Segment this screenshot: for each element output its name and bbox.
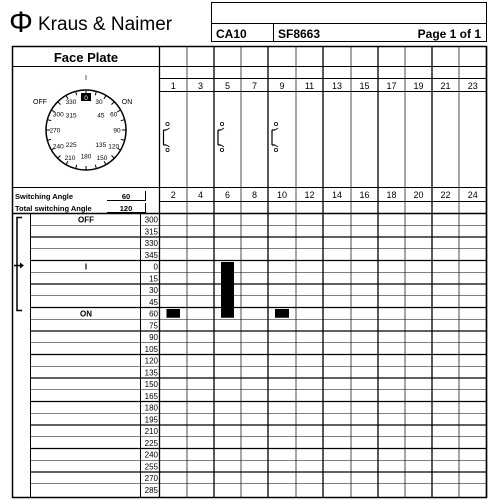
dial-tick xyxy=(76,165,77,169)
dial-inner-labels xyxy=(50,111,121,162)
page-indicator: Page 1 of 1 xyxy=(417,27,481,41)
terminal-label-top: 5 xyxy=(224,81,231,91)
terminal-label-top: 19 xyxy=(413,81,424,91)
dial-tick xyxy=(76,91,77,95)
dial-tick xyxy=(117,110,120,112)
dial-tick xyxy=(95,165,96,169)
contact-closed-bar xyxy=(275,309,289,318)
dial-mark-label: 90 xyxy=(113,127,121,135)
terminal-label-bottom: 20 xyxy=(413,190,424,200)
position-label: OFF xyxy=(78,215,94,225)
angle-label: 210 xyxy=(144,427,158,436)
dial-tick xyxy=(104,95,106,98)
terminal-label-top: 15 xyxy=(359,81,370,91)
dial-off-label: OFF xyxy=(33,99,47,106)
angle-label: 45 xyxy=(149,297,158,307)
angle-label: 75 xyxy=(149,321,158,331)
dial-mark-label: 45 xyxy=(97,112,105,120)
angle-label: 270 xyxy=(144,474,158,483)
terminal-label-bottom: 6 xyxy=(224,190,231,200)
dial-tick xyxy=(47,120,51,121)
dial-mark-label: 135 xyxy=(95,142,107,150)
dial-handle-label: 0 xyxy=(84,95,88,102)
terminal-label-bottom: 12 xyxy=(304,190,315,200)
dial-mark-label: 60 xyxy=(110,111,118,119)
angle-label: 225 xyxy=(144,438,158,448)
position-label: I xyxy=(84,262,88,272)
angle-label: 150 xyxy=(144,380,158,389)
dial-mark-30: 30 xyxy=(95,99,103,106)
angle-label: 285 xyxy=(144,485,158,495)
angle-label: 165 xyxy=(144,391,158,401)
dial-mark-label: 180 xyxy=(80,153,92,161)
part-number: SF8663 xyxy=(278,27,321,41)
dial-tick xyxy=(111,155,114,158)
angle-label: 135 xyxy=(144,368,158,378)
terminal-label-bottom: 8 xyxy=(251,190,258,200)
dial-tick xyxy=(121,120,125,121)
total-switching-angle-label: Total switching Angle xyxy=(15,204,92,213)
terminal-label-top: 23 xyxy=(467,81,478,91)
angle-label: 195 xyxy=(144,415,158,425)
face-plate-dial xyxy=(33,75,132,170)
total-switching-angle-value: 120 xyxy=(119,204,133,213)
angle-label: 315 xyxy=(144,227,158,237)
terminal-label-top: 17 xyxy=(386,81,397,91)
angle-label: 120 xyxy=(144,356,158,366)
angle-label: 180 xyxy=(144,403,158,413)
terminal-label-top: 1 xyxy=(170,81,176,91)
position-bracket-icon xyxy=(14,218,24,311)
dial-mark-label: 300 xyxy=(52,111,64,119)
company-name: Kraus & Naimer xyxy=(38,14,173,35)
angle-label: 60 xyxy=(149,309,158,319)
model-label: CA10 xyxy=(216,27,247,41)
angle-label: 90 xyxy=(149,333,158,342)
terminal-label-bottom: 18 xyxy=(386,190,397,200)
dial-mark-label: 240 xyxy=(52,143,64,151)
terminal-label-bottom: 14 xyxy=(331,190,343,200)
angle-label: 105 xyxy=(144,344,158,354)
angle-label: 0 xyxy=(153,262,158,272)
dial-mark-label: 210 xyxy=(64,155,76,163)
angle-label: 345 xyxy=(144,250,158,260)
contact-symbol-icon xyxy=(164,122,170,151)
dial-tick xyxy=(58,155,61,158)
angle-label: 30 xyxy=(149,286,158,295)
angle-label: 330 xyxy=(144,239,158,248)
terminal-label-top: 7 xyxy=(251,81,258,91)
dial-mark-label: 120 xyxy=(108,143,120,151)
dial-mark-330: 330 xyxy=(65,99,77,106)
dial-on-label: ON xyxy=(121,99,133,106)
logo-phi-icon: Φ xyxy=(9,6,33,39)
terminal-label-bottom: 2 xyxy=(170,190,176,200)
dial-mark-label: 225 xyxy=(65,142,77,150)
angle-label: 15 xyxy=(149,274,158,284)
dial-tick xyxy=(47,139,51,140)
terminal-label-bottom: 4 xyxy=(197,190,204,200)
dial-tick xyxy=(58,102,61,105)
terminal-label-bottom: 22 xyxy=(440,190,451,200)
face-plate-title: Face Plate xyxy=(53,50,119,65)
position-label: ON xyxy=(80,309,92,319)
contact-closed-bar xyxy=(221,262,234,318)
angle-label: 300 xyxy=(144,215,158,225)
dial-mark-label: 270 xyxy=(49,127,61,135)
dial-tick xyxy=(111,102,114,105)
switching-angle-label: Switching Angle xyxy=(15,192,74,201)
contact-symbol-icon xyxy=(272,122,278,151)
angle-label: 255 xyxy=(144,462,158,472)
contact-symbols xyxy=(164,122,279,151)
terminal-label-top: 9 xyxy=(279,81,285,91)
dial-mark-label: 150 xyxy=(96,155,108,163)
dial-tick xyxy=(121,139,125,140)
contact-closed-bar xyxy=(167,309,181,318)
terminal-label-bottom: 10 xyxy=(276,190,288,200)
dial-tick xyxy=(95,91,96,95)
terminal-label-top: 3 xyxy=(197,81,204,91)
angle-label: 240 xyxy=(144,450,158,460)
terminal-label-bottom: 16 xyxy=(359,190,370,200)
switching-angle-value: 60 xyxy=(121,192,131,201)
terminal-label-bottom: 24 xyxy=(467,190,478,200)
terminal-label-top: 21 xyxy=(440,81,451,91)
dial-mark-label: 315 xyxy=(65,112,77,120)
terminal-label-top: 13 xyxy=(331,81,343,91)
terminal-label-top: 11 xyxy=(304,81,315,91)
switching-table xyxy=(14,214,487,498)
contact-symbol-icon xyxy=(218,122,224,151)
dial-top-mark: I xyxy=(85,75,87,82)
